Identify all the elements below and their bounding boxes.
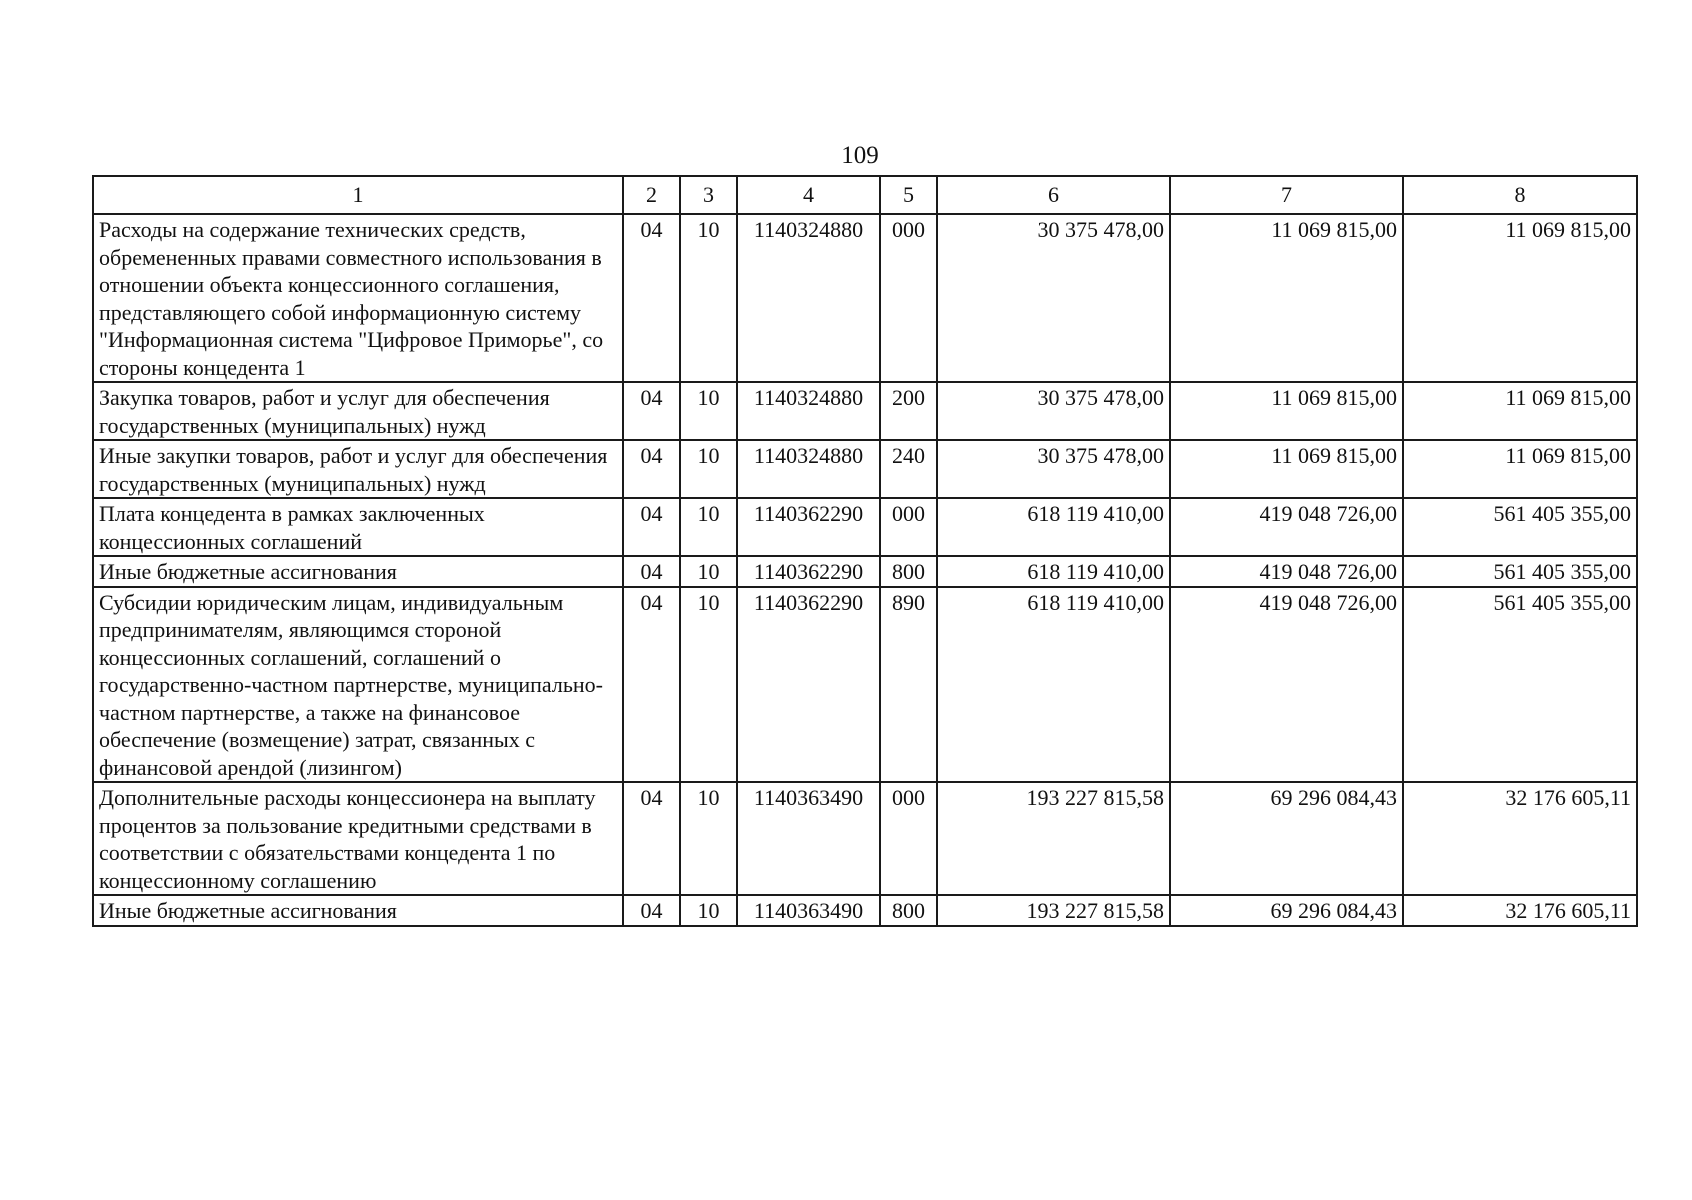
table-row <box>93 895 1637 926</box>
expense-type-cell: 000 <box>880 498 937 556</box>
section-code-cell: 04 <box>623 440 680 498</box>
amount-col7-cell: 419 048 726,00 <box>1170 498 1403 556</box>
budget-table <box>92 175 1638 927</box>
target-article-cell: 1140324880 <box>737 214 880 382</box>
subsection-code-cell: 10 <box>680 895 737 926</box>
expense-name-cell: Расходы на содержание технических средств, обремененных правами совместного использования в отношении объекта концессионного соглашения, представляющего собой информационную систему "Информационная система "Цифровое Приморье", со стороны концедента 1 <box>93 214 623 382</box>
column-header: 7 <box>1170 176 1403 214</box>
target-article-cell: 1140363490 <box>737 895 880 926</box>
column-header: 1 <box>93 176 623 214</box>
amount-col8-cell: 32 176 605,11 <box>1403 895 1637 926</box>
column-header: 5 <box>880 176 937 214</box>
expense-name-cell: Закупка товаров, работ и услуг для обеспечения государственных (муниципальных) нужд <box>93 382 623 440</box>
subsection-code-cell: 10 <box>680 382 737 440</box>
table-row <box>93 214 1637 382</box>
amount-col7-cell: 11 069 815,00 <box>1170 214 1403 382</box>
target-article-cell: 1140362290 <box>737 498 880 556</box>
expense-type-cell: 000 <box>880 782 937 895</box>
amount-col6-cell: 30 375 478,00 <box>937 214 1170 382</box>
target-article-cell: 1140363490 <box>737 782 880 895</box>
section-code-cell: 04 <box>623 587 680 783</box>
subsection-code-cell: 10 <box>680 556 737 587</box>
amount-col7-cell: 69 296 084,43 <box>1170 895 1403 926</box>
section-code-cell: 04 <box>623 782 680 895</box>
section-code-cell: 04 <box>623 214 680 382</box>
amount-col8-cell: 11 069 815,00 <box>1403 440 1637 498</box>
table-row <box>93 382 1637 440</box>
subsection-code-cell: 10 <box>680 440 737 498</box>
table-row <box>93 587 1637 783</box>
column-header: 4 <box>737 176 880 214</box>
amount-col8-cell: 32 176 605,11 <box>1403 782 1637 895</box>
table-row <box>93 782 1637 895</box>
expense-name-cell: Иные бюджетные ассигнования <box>93 895 623 926</box>
amount-col7-cell: 419 048 726,00 <box>1170 556 1403 587</box>
table-row <box>93 440 1637 498</box>
target-article-cell: 1140362290 <box>737 556 880 587</box>
amount-col6-cell: 618 119 410,00 <box>937 498 1170 556</box>
expense-type-cell: 800 <box>880 556 937 587</box>
amount-col8-cell: 11 069 815,00 <box>1403 382 1637 440</box>
expense-type-cell: 800 <box>880 895 937 926</box>
table-row <box>93 498 1637 556</box>
page-number: 109 <box>841 142 879 169</box>
target-article-cell: 1140324880 <box>737 440 880 498</box>
amount-col8-cell: 561 405 355,00 <box>1403 587 1637 783</box>
column-header: 6 <box>937 176 1170 214</box>
amount-col7-cell: 11 069 815,00 <box>1170 440 1403 498</box>
expense-type-cell: 890 <box>880 587 937 783</box>
amount-col6-cell: 618 119 410,00 <box>937 556 1170 587</box>
expense-type-cell: 200 <box>880 382 937 440</box>
amount-col7-cell: 11 069 815,00 <box>1170 382 1403 440</box>
amount-col8-cell: 561 405 355,00 <box>1403 556 1637 587</box>
table-row <box>93 556 1637 587</box>
amount-col6-cell: 193 227 815,58 <box>937 895 1170 926</box>
column-header: 8 <box>1403 176 1637 214</box>
subsection-code-cell: 10 <box>680 498 737 556</box>
subsection-code-cell: 10 <box>680 782 737 895</box>
header-row <box>93 176 1637 214</box>
section-code-cell: 04 <box>623 498 680 556</box>
section-code-cell: 04 <box>623 895 680 926</box>
subsection-code-cell: 10 <box>680 587 737 783</box>
column-header: 2 <box>623 176 680 214</box>
amount-col6-cell: 193 227 815,58 <box>937 782 1170 895</box>
subsection-code-cell: 10 <box>680 214 737 382</box>
expense-name-cell: Иные закупки товаров, работ и услуг для обеспечения государственных (муниципальных) нужд <box>93 440 623 498</box>
amount-col7-cell: 419 048 726,00 <box>1170 587 1403 783</box>
section-code-cell: 04 <box>623 556 680 587</box>
amount-col6-cell: 618 119 410,00 <box>937 587 1170 783</box>
column-header: 3 <box>680 176 737 214</box>
expense-name-cell: Плата концедента в рамках заключенных концессионных соглашений <box>93 498 623 556</box>
expense-name-cell: Иные бюджетные ассигнования <box>93 556 623 587</box>
section-code-cell: 04 <box>623 382 680 440</box>
expense-type-cell: 000 <box>880 214 937 382</box>
target-article-cell: 1140362290 <box>737 587 880 783</box>
expense-type-cell: 240 <box>880 440 937 498</box>
amount-col6-cell: 30 375 478,00 <box>937 382 1170 440</box>
amount-col6-cell: 30 375 478,00 <box>937 440 1170 498</box>
expense-name-cell: Дополнительные расходы концессионера на выплату процентов за пользование кредитными средствами в соответствии с обязательствами концедента 1 по концессионному соглашению <box>93 782 623 895</box>
amount-col8-cell: 11 069 815,00 <box>1403 214 1637 382</box>
expense-name-cell: Субсидии юридическим лицам, индивидуальным предпринимателям, являющимся стороной концессионных соглашений, соглашений о государственно-частном партнерстве, муниципально-частном партнерстве, а также на финансовое обеспечение (возмещение) затрат, связанных с финансовой арендой (лизингом) <box>93 587 623 783</box>
target-article-cell: 1140324880 <box>737 382 880 440</box>
amount-col7-cell: 69 296 084,43 <box>1170 782 1403 895</box>
amount-col8-cell: 561 405 355,00 <box>1403 498 1637 556</box>
